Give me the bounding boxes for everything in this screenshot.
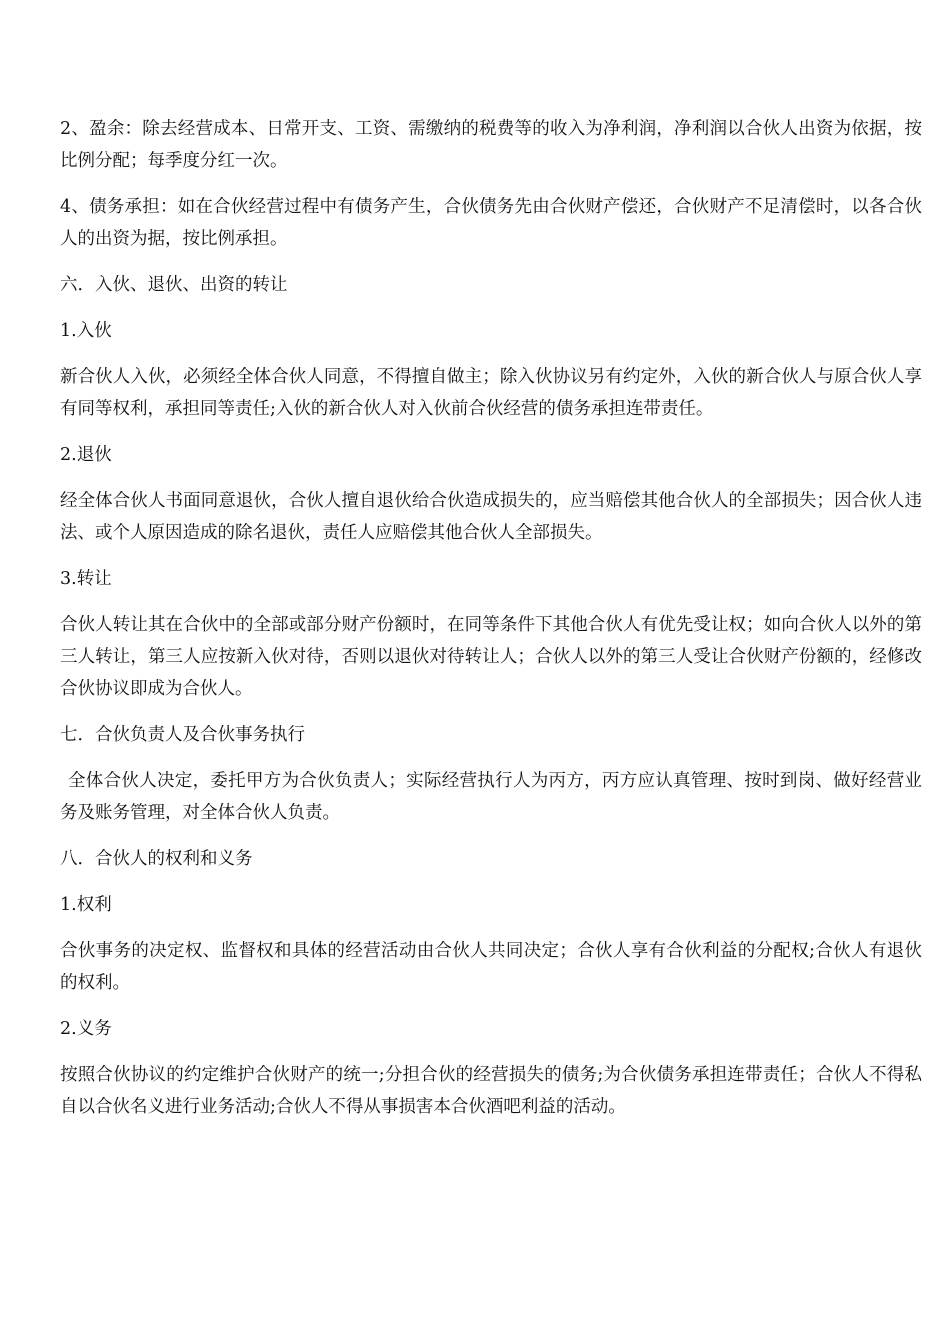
paragraph-withdrawal: 经全体合伙人书面同意退伙，合伙人擅自退伙给合伙造成损失的，应当赔偿其他合伙人的全部损失；因合伙人违法、或个人原因造成的除名退伙，责任人应赔偿其他合伙人全部损失。 [60,491,922,543]
paragraph-surplus: 2、盈余：除去经营成本、日常开支、工资、需缴纳的税费等的收入为净利润，净利润以合伙人出资为依据，按比例分配；每季度分红一次。 [60,119,922,171]
paragraph-rights: 合伙事务的决定权、监督权和具体的经营活动由合伙人共同决定；合伙人享有合伙利益的分配权;合伙人有退伙的权利。 [60,941,922,993]
section-heading-eight: 八．合伙人的权利和义务 [60,849,253,869]
document-page [60,113,922,1137]
subheading-obligations: 2.义务 [60,1019,112,1039]
paragraph-joining: 新合伙人入伙，必须经全体合伙人同意，不得擅自做主；除入伙协议另有约定外，入伙的新合伙人与原合伙人享有同等权利，承担同等责任;入伙的新合伙人对入伙前合伙经营的债务承担连带责任。 [60,367,922,419]
subheading-transfer: 3.转让 [60,569,112,589]
paragraph-transfer: 合伙人转让其在合伙中的全部或部分财产份额时，在同等条件下其他合伙人有优先受让权；如向合伙人以外的第三人转让，第三人应按新入伙对待，否则以退伙对待转让人；合伙人以外的第三人受让合伙财产份额的，经修改合伙协议即成为合伙人。 [60,615,922,699]
subheading-rights: 1.权利 [60,895,112,915]
section-heading-six: 六．入伙、退伙、出资的转让 [60,275,288,295]
paragraph-debt-bearing: 4、债务承担：如在合伙经营过程中有债务产生，合伙债务先由合伙财产偿还，合伙财产不足清偿时，以各合伙人的出资为据，按比例承担。 [60,197,922,249]
paragraph-obligations: 按照合伙协议的约定维护合伙财产的统一;分担合伙的经营损失的债务;为合伙债务承担连带责任；合伙人不得私自以合伙名义进行业务活动;合伙人不得从事损害本合伙酒吧利益的活动。 [60,1065,922,1117]
paragraph-responsible-person: 全体合伙人决定，委托甲方为合伙负责人；实际经营执行人为丙方，丙方应认真管理、按时到岗、做好经营业务及账务管理，对全体合伙人负责。 [60,771,922,823]
section-heading-seven: 七．合伙负责人及合伙事务执行 [60,725,305,745]
subheading-withdrawal: 2.退伙 [60,445,112,465]
subheading-joining: 1.入伙 [60,321,112,341]
